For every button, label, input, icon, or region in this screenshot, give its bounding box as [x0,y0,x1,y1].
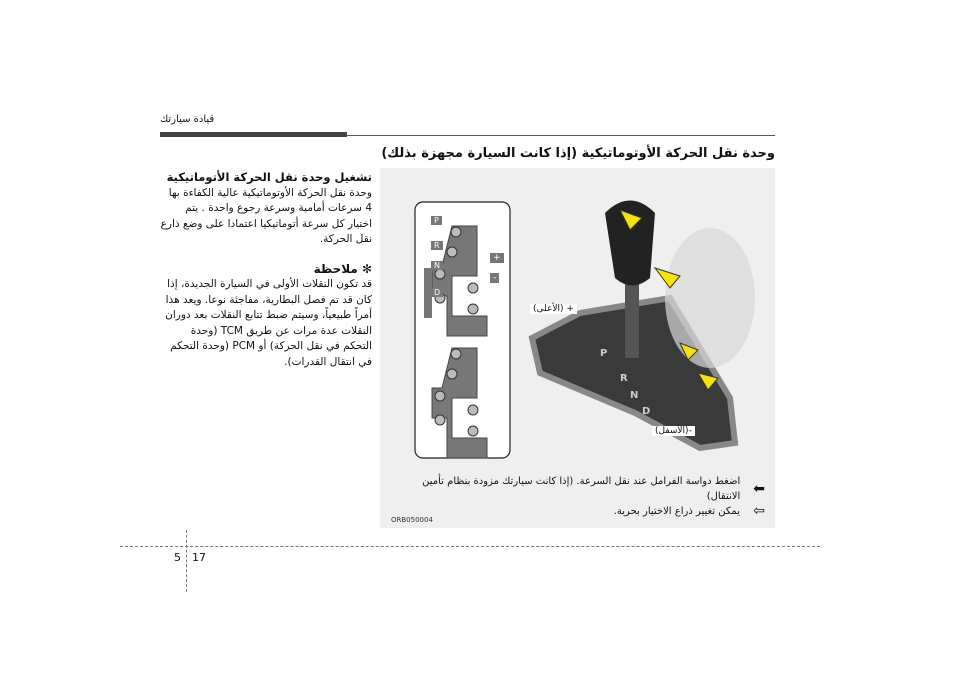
page-number: 17 [192,551,206,564]
page-title: وحدة نقل الحركة الأوتوماتيكية (إذا كانت السيارة مجهزة بذلك) [381,146,775,161]
figure-legend [390,474,770,519]
figure-code: ORB050004 [391,516,433,524]
lever-label-n: N [630,390,639,401]
outline-arrow-icon: ⇦ [753,503,765,519]
note-text: قد تكون النقلات الأولى في السيارة الجديدة، إذا كان قد تم فصل البطارية، مفاجئة نوعا. ويعد هذا أمراً طبيعياً، وسيتم ضبط تتابع النقلات بعد دوران النقلات عدة مرات عن طريق TCM (وحدة التحكم في نقل الحركة) أو PCM (وحدة التحكم في انتقال القدرات). [165,278,372,368]
lever-shaft [625,278,639,358]
gate-label-p: P [431,216,442,225]
chapter-number: 5 [174,551,181,564]
lever-label-p: P [600,348,608,359]
lever-label-r: R [620,373,628,384]
ghost-lever [665,228,755,368]
legend-text: اضغط دواسة الفرامل عند نقل السرعة. (إذا كانت سيارتك مزودة بنظام تأمين الانتقال) [422,476,741,502]
legend-text: يمكن تغيير ذراع الاختيار بحرية. [613,506,740,517]
gate-label-plus: + [490,253,504,263]
gate-label-n: N [431,261,443,270]
footer-vertical-divider [186,530,187,592]
gate-label-r: R [431,241,443,250]
gate-label-minus: - [490,273,499,283]
legend-item [390,474,770,504]
section-header: قيادة سيارتك [160,114,215,125]
lever-label-d: D [642,406,651,417]
gate-label-d: D [431,288,443,297]
legend-item [390,504,770,519]
label-down: -(الأسفل) [652,426,695,436]
header-bar [160,132,347,137]
header-rule [347,135,775,136]
section-heading: تشغيل وحدة نقل الحركة الأتوماتيكية [166,170,372,184]
label-up: + (الأعلى) [530,304,577,314]
filled-arrow-icon: ⬅ [753,480,765,497]
text-column [160,170,372,370]
body-paragraph: وحدة نقل الحركة الأوتوماتيكية عالية الكفاءة بها 4 سرعات أمامية وسرعة رجوع واحدة . يتم اختيار كل سرعة أتوماتيكيا اعتمادا على وضع ذارع نقل الحركة. [160,186,372,245]
note-heading: ✻ ملاحظة [313,261,372,276]
footer-divider [120,546,820,547]
